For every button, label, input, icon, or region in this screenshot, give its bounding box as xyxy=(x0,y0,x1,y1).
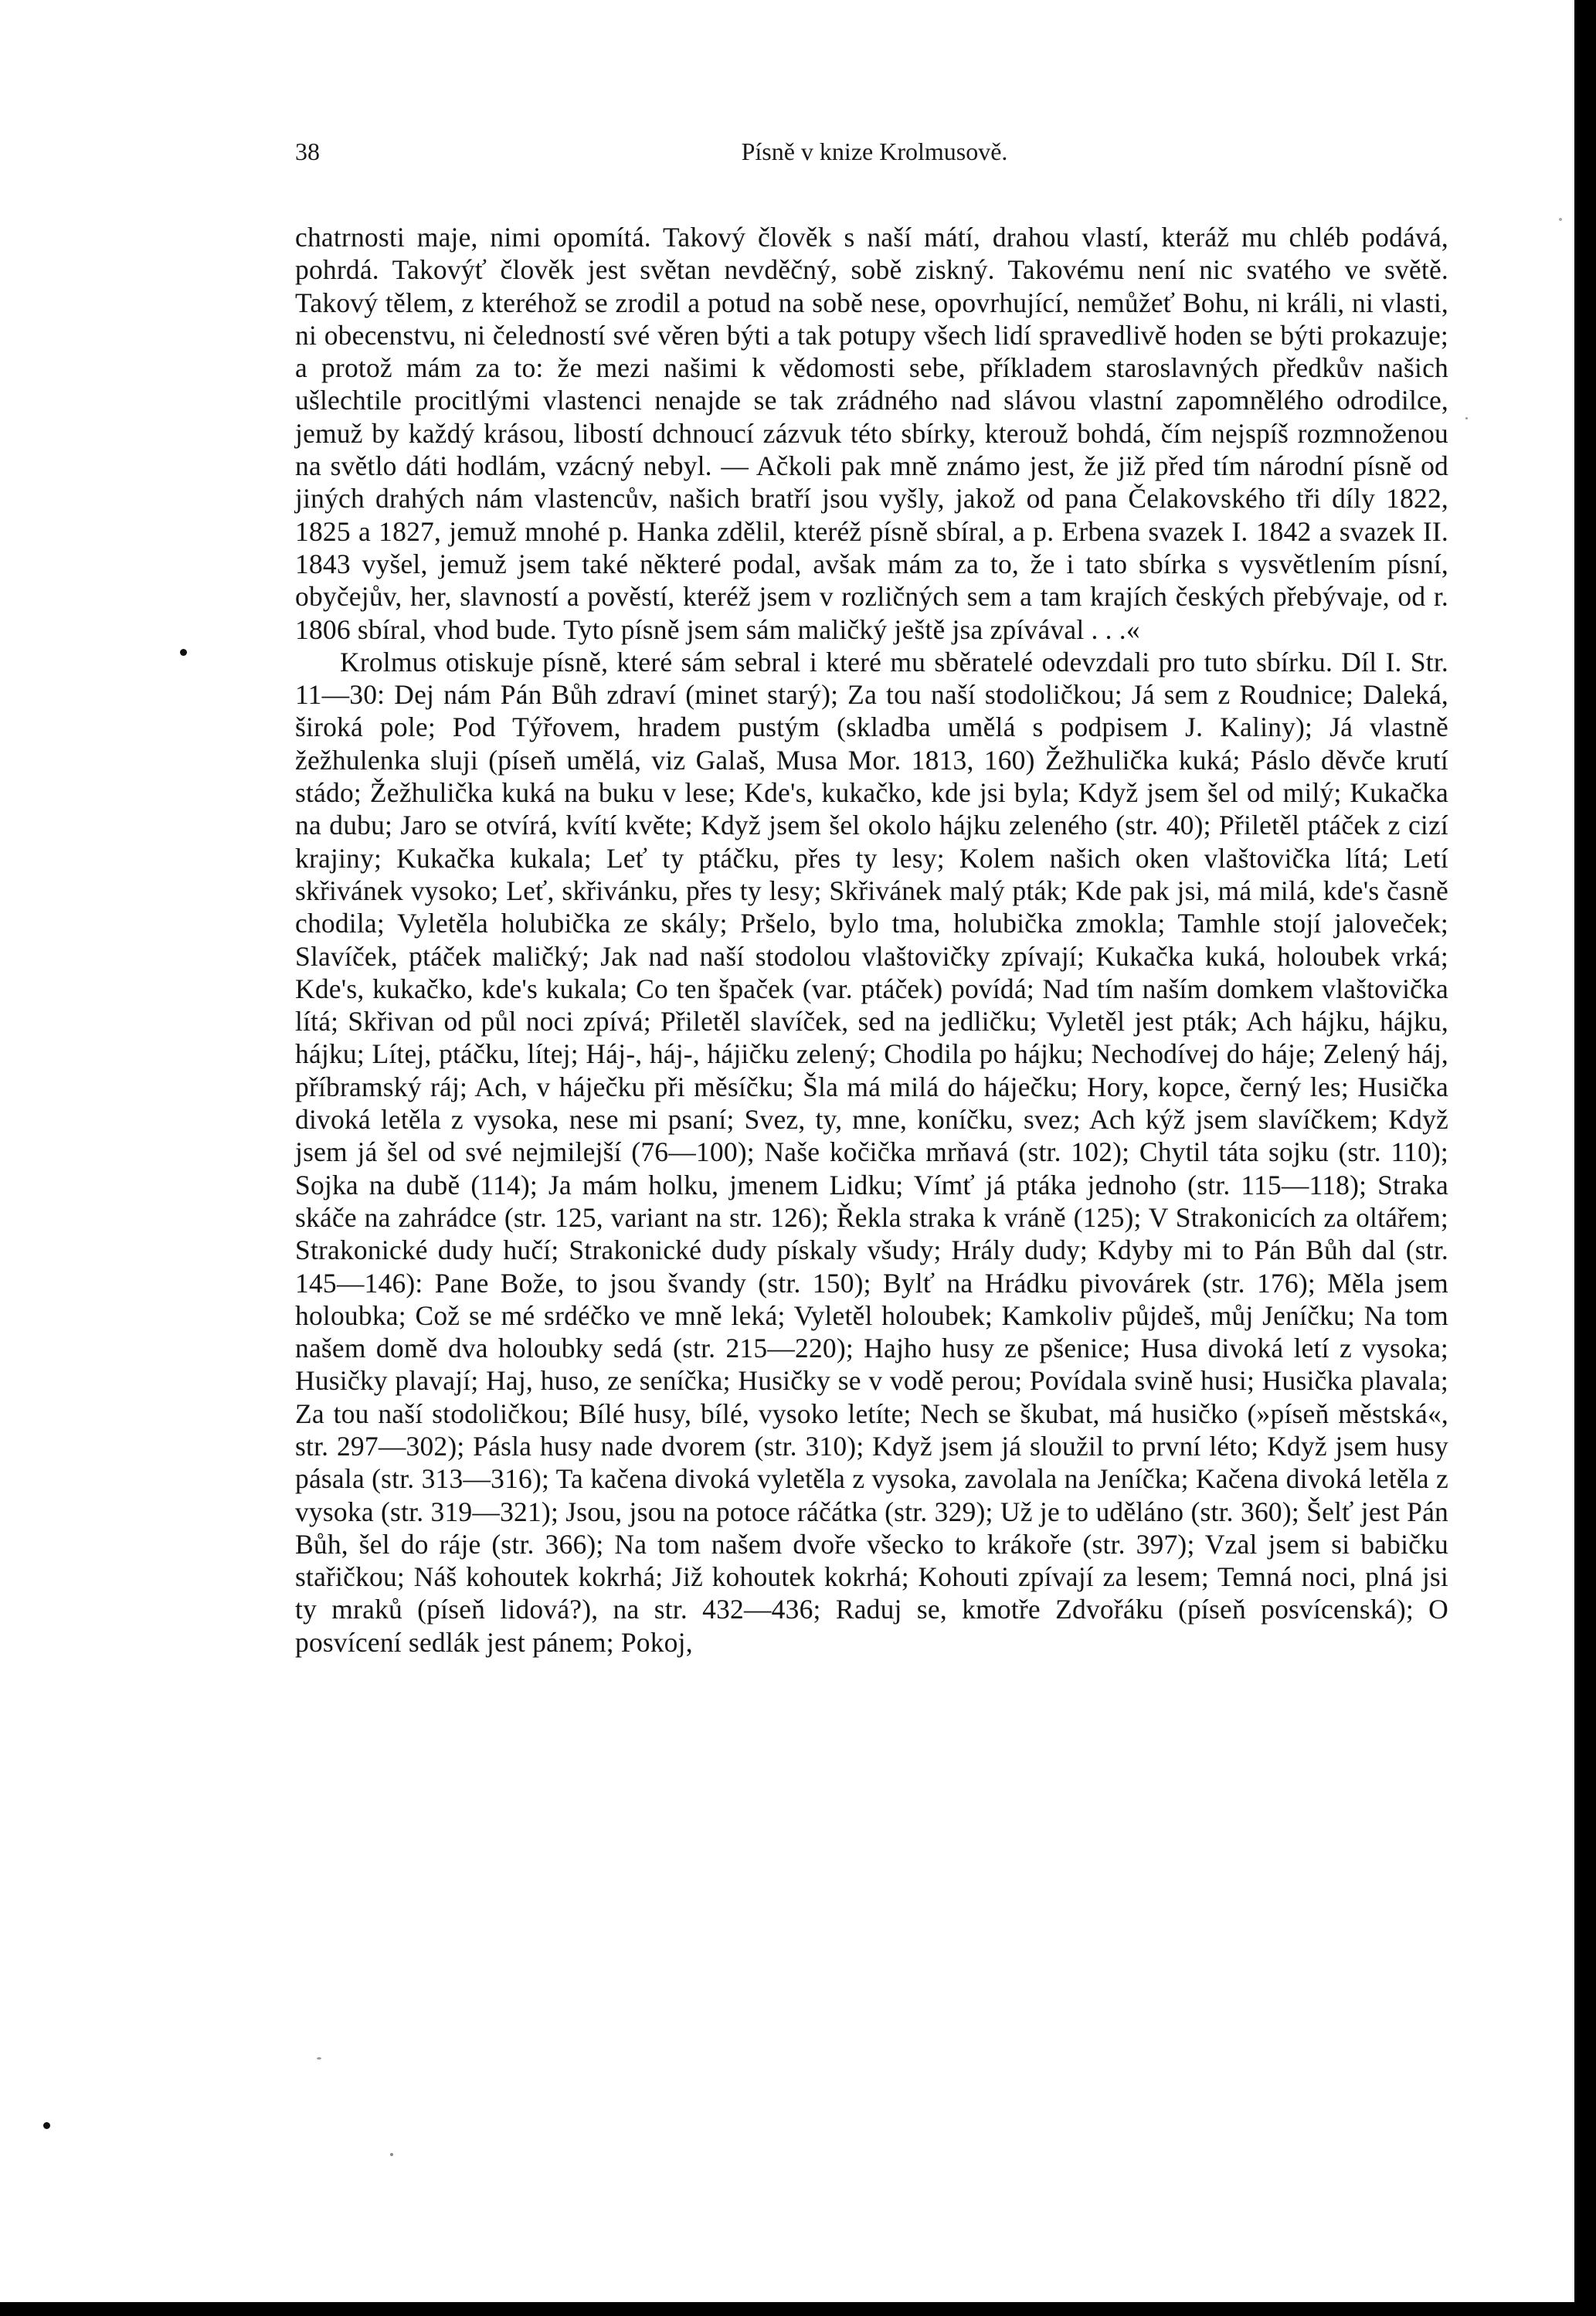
paragraph-quote-end: chatrnosti maje, nimi opomítá. Takový člověk s naší mátí, drahou vlastí, kteráž mu chléb podává, pohrdá. Takovýť člověk jest světan nevděčný, sobě ziskný. Takovému není nic svatého ve světě. Takový tělem, z kteréhož se zrodil a potud na sobě nese, opovrhující, nemůžeť Bohu, ni králi, ni vlasti, ni obecenstvu, ni čeledností své věren býti a tak potupy všech lidí spravedlivě hoden se býti prokazuje; a protož mám za to: že mezi našimi k vědomosti sebe, příkladem staroslavných předkův našich ušlechtile procitlými vlastenci nenajde se tak zrádného nad slávou vlastní zapomnělého odrodilce, jemuž by každý krásou, libostí dchnoucí zázvuk této sbírky, kterouž bohdá, čím nejspíš rozmnoženou na světlo dáti hodlám, vzácný nebyl. — Ačkoli pak mně známo jest, že již před tím národní písně od jiných drahých nám vlastencův, našich bratří jsou vyšly, jakož od pana Čelakovského tři díly 1822, 1825 a 1827, jemuž mnohé p. Hanka zdělil, kteréž písně sbíral, a p. Erbena svazek I. 1842 a svazek II. 1843 vyšel, jemuž jsem také některé podal, avšak mám za to, že i tato sbírka s vysvětlením písní, obyčejův, her, slavností a pověstí, kteréž jsem v rozličných sem a tam krajích českých přebývaje, od r. 1806 sbíral, vhod bude. Tyto písně jsem sám maličký ještě jsa zpívával . . .« xyxy=(295,222,1448,645)
body-text xyxy=(295,221,1448,1659)
running-head xyxy=(295,138,1454,176)
scan-border-right xyxy=(1574,0,1596,2316)
margin-dot-mark xyxy=(390,2153,393,2156)
running-title: Písně v knize Krolmusově. xyxy=(741,138,1008,165)
paragraph-song-list: Krolmus otiskuje písně, které sám sebral i které mu sběratelé odevzdali pro tuto sbírku. Díl I. Str. 11—30: Dej nám Pán Bůh zdraví (minet starý); Za tou naší stodoličkou; Já sem z Roudnice; Daleká, široká pole; Pod Týřovem, hradem pustým (skladba umělá s podpisem J. Kaliny); Já vlastně žežhulenka sluji (píseň umělá, viz Galaš, Musa Mor. 1813, 160) Žežhulička kuká; Páslo děvče krutí stádo; Žežhulička kuká na buku v lese; Kde's, kukačko, kde jsi byla; Když jsem šel od milý; Kukačka na dubu; Jaro se otvírá, kvítí květe; Když jsem šel okolo hájku zeleného (str. 40); Přiletěl ptáček z cizí krajiny; Kukačka kukala; Leť ty ptáčku, přes ty lesy; Kolem našich oken vlaštovička lítá; Letí skřivánek vysoko; Leť, skřivánku, přes ty lesy; Skřivánek malý pták; Kde pak jsi, má milá, kde's časně chodila; Vyletěla holubička ze skály; Pršelo, bylo tma, holubička zmokla; Tamhle stojí jaloveček; Slavíček, ptáček maličký; Jak nad naší stodolou vlaštovičky zpívají; Kukačka kuká, holoubek vrká; Kde's, kukačko, kde's kukala; Co ten špaček (var. ptáček) povídá; Nad tím naším domkem vlaštovička lítá; Skřivan od půl noci zpívá; Přiletěl slavíček, sed na jedličku; Vyletěl jest pták; Ach hájku, hájku, hájku; Lítej, ptáčku, lítej; Háj-, háj-, hájičku zelený; Chodila po hájku; Nechodívej do háje; Zelený háj, příbramský ráj; Ach, v háječku při měsíčku; Šla má milá do háječku; Hory, kopce, černý les; Husička divoká letěla z vysoka, nese mi psaní; Svez, ty, mne, koníčku, svez; Ach kýž jsem slavíčkem; Když jsem já šel od své nejmilejší (76—100); Naše kočička mrňavá (str. 102); Chytil táta sojku (str. 110); Sojka na dubě (114); Ja mám holku, jmenem Lidku; Vímť já ptáka jednoho (str. 115—118); Straka skáče na zahrádce (str. 125, variant na str. 126); Řekla straka k vráně (125); V Strakonicích za oltářem; Strakonické dudy hučí; Strakonické dudy pískaly všudy; Hrály dudy; Kdyby mi to Pán Bůh dal (str. 145—146): Pane Bože, to jsou švandy (str. 150); Bylť na Hrádku pivovárek (str. 176); Měla jsem holoubka; Což se mé srdéčko ve mně leká; Vyletěl holoubek; Kamkoliv půjdeš, můj Jeníčku; Na tom našem domě dva holoubky sedá (str. 215—220); Hajho husy ze pšenice; Husa divoká letí z vysoka; Husičky plavají; Haj, huso, ze seníčka; Husičky se v vodě perou; Povídala svině husi; Husička plavala; Za tou naší stodoličkou; Bílé husy, bílé, vysoko letíte; Nech se škubat, má husičko (»píseň městská«, str. 297—302); Pásla husy nade dvorem (str. 310); Když jsem já sloužil to první léto; Když jsem husy pásala (str. 313—316); Ta kačena divoká vyletěla z vysoka, zavolala na Jeníčka; Kačena divoká letěla z vysoka (str. 319—321); Jsou, jsou na potoce ráčátka (str. 329); Už je to uděláno (str. 360); Šelť jest Pán Bůh, šel do ráje (str. 366); Na tom našem dvoře všecko to krákoře (str. 397); Vzal jsem si babičku stařičkou; Náš kohoutek kokrhá; Již kohoutek kokrhá; Kohouti zpívají za lesem; Temná noci, plná jsi ty mraků (píseň lidová?), na str. 432—436; Raduj se, kmotře Zdvořáku (píseň posvícenská); O posvícení sedlák jest pánem; Pokoj, xyxy=(295,646,1448,1658)
margin-dot-mark xyxy=(317,2057,321,2060)
margin-dot-mark xyxy=(43,2122,50,2129)
scan-border-bottom xyxy=(0,2302,1596,2316)
margin-dot-mark xyxy=(1465,417,1468,419)
margin-dot-mark xyxy=(180,649,187,656)
page-number: 38 xyxy=(295,138,320,165)
margin-dot-mark xyxy=(1559,218,1562,221)
